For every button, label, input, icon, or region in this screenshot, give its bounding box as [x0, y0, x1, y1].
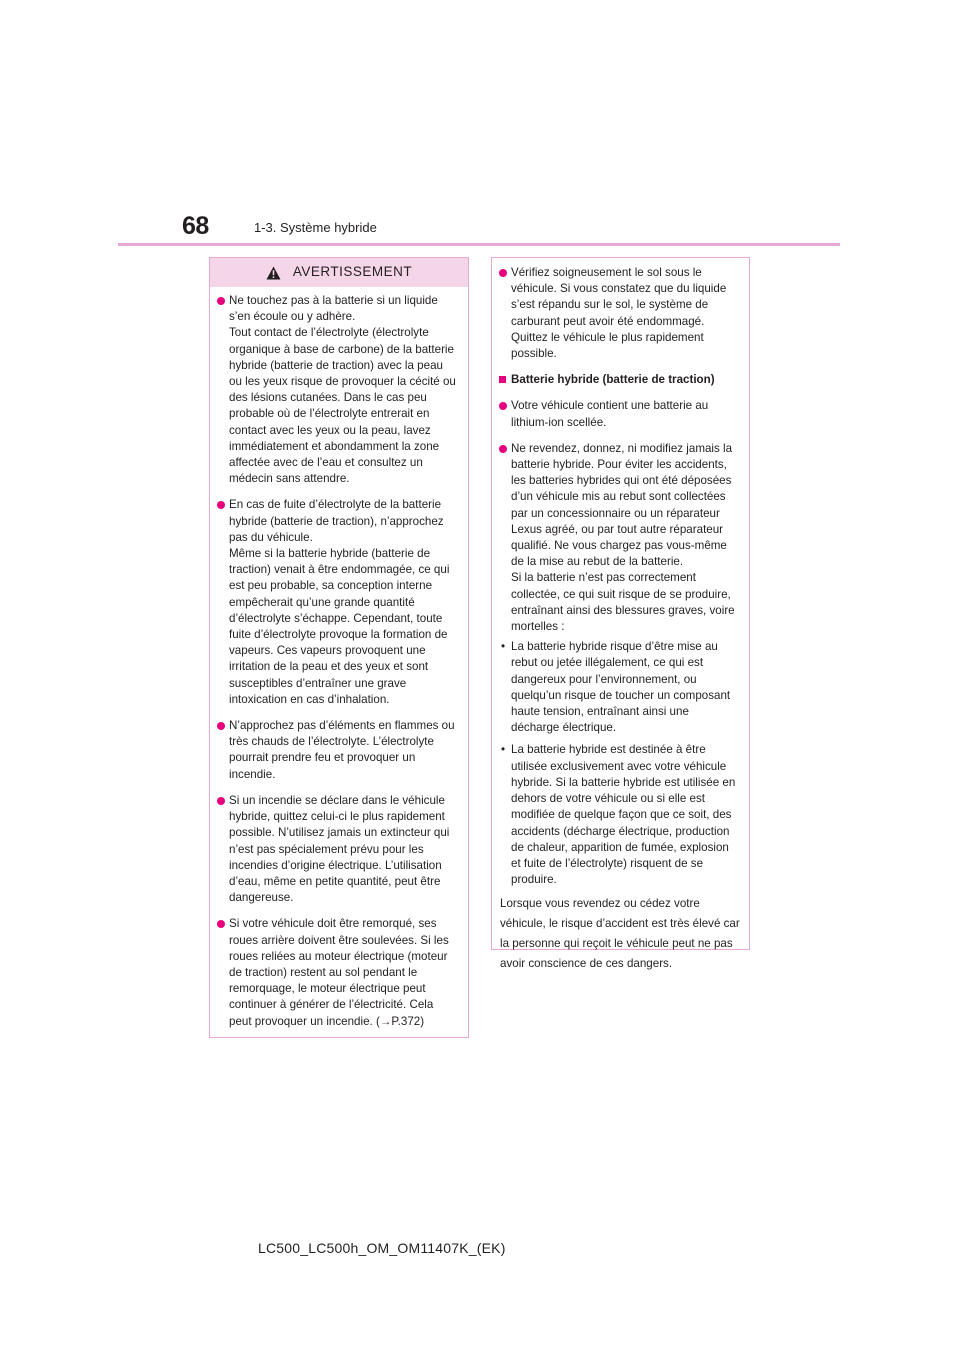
paragraph: Même si la batterie hybride (batterie de traction) venait à être endommagée, ce qui est peu probable, sa conception interne empêcherait qu’une grande quantité d’électrolyte s’échappe. Cependant, toute fuite d’électrolyte provoque la formation de vapeurs. Ces vapeurs provoquent une irritation de la peau et des yeux et sont susceptibles d’entraîner une grave intoxication en cas d’inhalation. [229, 547, 450, 706]
paragraph: Si votre véhicule doit être remorqué, ses roues arrière doivent être soulevées. Si les roues reliées au moteur électrique (moteur de traction) restent au sol pendant le remorquage, le moteur électrique peut continuer à générer de l’électricité. Cela peut provoquer un incendie. (→P.372) [229, 917, 449, 1028]
square-bullet-icon [499, 376, 506, 383]
sub-item [500, 742, 740, 888]
sub-bullet: • [501, 640, 506, 654]
bullet-dot-icon [217, 722, 225, 730]
paragraph: Votre véhicule contient une batterie au lithium-ion scellée. [511, 399, 709, 429]
header-rule [118, 243, 840, 246]
paragraph: Vérifiez soigneusement le sol sous le véhicule. Si vous constatez que du liquide s’est répandu sur le sol, le système de carburant peut avoir été endommagé. Quittez le véhicule le plus rapidement possible. [511, 266, 727, 361]
closing-paragraph: Lorsque vous revendez ou cédez votre véhicule, le risque d’accident est très élevé car la personne qui reçoit le véhicule peut ne pas avoir conscience de ces dangers. [500, 897, 740, 970]
sub-bullet: • [501, 743, 506, 757]
sub-item [500, 639, 740, 736]
paragraph: En cas de fuite d’électrolyte de la batterie hybride (batterie de traction), n’approchez pas du véhicule. [229, 498, 444, 544]
warning-item-lithium [500, 398, 740, 430]
paragraph: La batterie hybride risque d’être mise au rebut ou jetée illégalement, ce qui est dangereux pour l’environnement, ou quelqu’un risque de toucher un composant haute tension, entraînant ainsi une décharge électrique. [511, 640, 731, 735]
bullet-dot-icon [217, 297, 225, 305]
footer-code: LC500_LC500h_OM_OM11407K_(EK) [258, 1240, 506, 1256]
bullet-dot-icon [217, 920, 225, 928]
bullet-dot-icon [499, 445, 507, 453]
bullet-dot-icon [499, 269, 507, 277]
warning-item-electrolyte-leak [218, 497, 459, 708]
paragraph: Tout contact de l’électrolyte (électrolyte organique à base de carbone) de la batterie hybride (batterie de traction) avec la peau ou les yeux risque de provoquer la cécité ou des lésions cutanées. Dans le cas peu probable où de l’électrolyte entrerait en contact avec les yeux ou la peau, lavez immédiatement et abondamment la zone affectée avec de l’eau et consultez un médecin sans attendre. [229, 326, 456, 486]
section-title: 1-3. Système hybride [254, 220, 377, 235]
warning-item-fire [218, 793, 459, 906]
paragraph: Si la batterie n’est pas correctement collectée, ce qui suit risque de se produire, entraînant ainsi des blessures graves, voire mortelles : [511, 571, 735, 634]
warning-box-continued [491, 257, 750, 970]
paragraph: N’approchez pas d’éléments en flammes ou très chauds de l’électrolyte. L’électrolyte pourrait prendre feu et provoquer un incendie. [229, 719, 455, 781]
warning-item-check-ground [500, 265, 740, 362]
bullet-dot-icon [499, 402, 507, 410]
warning-header [210, 258, 468, 287]
warning-box [209, 257, 469, 1038]
paragraph: Si un incendie se déclare dans le véhicule hybride, quittez celui-ci le plus rapidement possible. N’utilisez jamais un extincteur qui n’est pas spécialement prévu pour les incendies d’origine électrique. L’utilisation d’eau, même en petite quantité, peut être dangereuse. [229, 793, 450, 905]
paragraph: La batterie hybride est destinée à être utilisée exclusivement avec votre véhicule hybride. Si la batterie hybride est utilisée en dehors de votre véhicule ou si elle est modifiée de quelque façon que ce soit, des accidents (décharge électrique, production de chaleur, apparition de fumée, explosion et fuite de l’électrolyte) risquent de se produire. [511, 743, 736, 887]
bullet-dot-icon [217, 797, 225, 805]
warning-content-continued [492, 258, 749, 974]
warning-icon [266, 266, 281, 280]
bullet-dot-icon [217, 501, 225, 509]
warning-item-leak [218, 293, 459, 487]
page-number: 68 [182, 212, 209, 240]
warning-item-disposal [500, 441, 740, 635]
paragraph: Ne revendez, donnez, ni modifiez jamais la batterie hybride. Pour éviter les accidents, les batteries hybrides qui ont été déposées d’un véhicule mis au rebut sont collectées par un concessionnaire ou un réparateur Lexus agréé, ou par tout autre réparateur qualifié. Ne vous chargez pas vous-même de la mise au rebut de la batterie. [511, 441, 733, 569]
warning-item-flames [218, 718, 459, 783]
subsection-heading [500, 372, 740, 388]
warning-item-towing [218, 916, 459, 1029]
warning-content [210, 287, 468, 1030]
warning-title: AVERTISSEMENT [292, 264, 413, 280]
heading-text: Batterie hybride (batterie de traction) [511, 373, 715, 387]
paragraph: Ne touchez pas à la batterie si un liquide s’en écoule ou y adhère. [229, 294, 438, 324]
